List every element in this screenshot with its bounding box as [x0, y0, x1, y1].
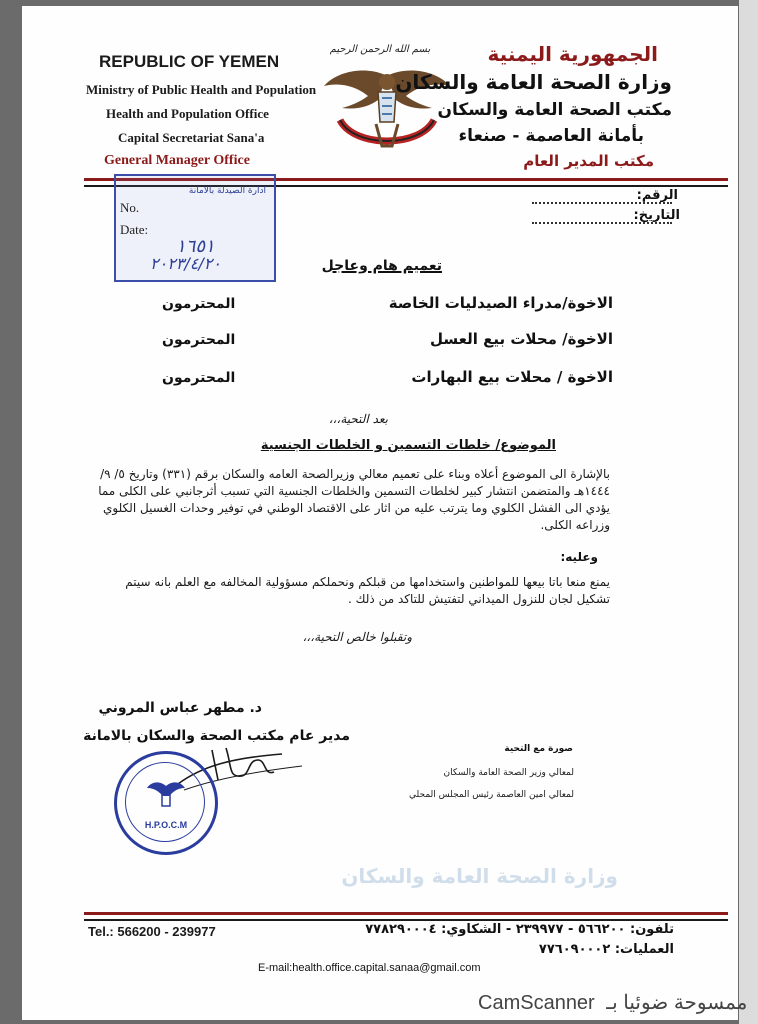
incoming-stamp	[114, 174, 276, 282]
seal-eagle-icon	[147, 780, 185, 810]
stamp-date: ٢٠٢٣/٤/٢٠	[150, 254, 221, 273]
header-secretariat-ar: بأمانة العاصمة - صنعاء	[458, 126, 644, 146]
letter-page	[22, 6, 748, 1020]
subject-line: الموضوع/ خلطات التسمين و الخلطات الجنسية	[260, 438, 556, 453]
header-office-en: Health and Population Office	[106, 106, 269, 121]
footer-divider-red	[84, 912, 728, 915]
camscanner-watermark	[478, 990, 747, 1015]
seal-text: H.P.O.C.M	[144, 820, 188, 830]
stamp-number: ١٦٥١	[176, 236, 215, 257]
footer-tel-en: Tel.: 566200 - 239977	[88, 924, 216, 939]
camscanner-watermark-en: CamScanner	[478, 992, 595, 1014]
paragraph-body-1: بالإشارة الى الموضوع أعلاه وبناء على تعميم معالي وزيرالصحة العامه والسكان برقم (٣٣١) وتاريخ ٥/ ٩/ ١٤٤٤هـ والمتضمن انتشار كبير لخلطات التسمين والخلطات الجنسية التي تسبب أثرجانبي على الكلى مما يؤدي الى الفشل الكلوي وما يترتب عليه من اثار على الاقتصاد الوطني في توفير وحدات الغسيل الكلوي وزراعه الكلى.	[98, 467, 610, 532]
stamp-date-label: Date:	[120, 222, 149, 237]
header-ministry-en: Ministry of Public Health and Population	[86, 82, 317, 97]
paragraph-body-2: يمنع منعا باتا بيعها للمواطنين واستخدامها من قبلكم ونحملكم مسؤولية المخالفه مع العلم بانه سيتم تشكيل لجان للنزول الميداني لتفتيش للتاكد من ذلك .	[125, 575, 610, 606]
honorific-pharmacies: المحترمون	[162, 296, 236, 312]
ref-date-label: التاريخ:	[633, 208, 680, 223]
header-country-en: REPUBLIC OF YEMEN	[99, 52, 280, 71]
header-country-ar: الجمهورية اليمنية	[487, 42, 658, 66]
addressee-honey-shops: الاخوة/ محلات بيع العسل	[430, 330, 613, 348]
honorific-honey-shops: المحترمون	[162, 332, 236, 348]
header-gm-office-ar: مكتب المدير العام	[523, 152, 654, 170]
addressee-spice-shops: الاخوة / محلات بيع البهارات	[411, 368, 613, 386]
greeting: بعد التحية،،،	[328, 412, 388, 426]
signatory-title: مدير عام مكتب الصحة والسكان بالامانة	[83, 728, 350, 744]
cc-minister: لمعالي وزير الصحة العامة والسكان	[443, 768, 574, 778]
header-ministry-ar: وزارة الصحة العامة والسكان	[395, 70, 672, 94]
basmala-text: بسم الله الرحمن الرحيم	[329, 44, 431, 55]
footer-divider-dark	[84, 919, 728, 921]
scanner-background-strip	[739, 0, 758, 1024]
addressee-pharmacies: الاخوة/مدراء الصيدليات الخاصة	[388, 294, 613, 312]
stamp-header-text: ادارة الصيدلة بالامانة	[188, 186, 266, 196]
camscanner-watermark-ar: ممسوحة ضوئيا بـ	[606, 992, 748, 1014]
header-office-ar: مكتب الصحة العامة والسكان	[437, 100, 672, 120]
signatory-name: د. مطهر عباس المروني	[98, 700, 262, 716]
footer-logo-watermark: وزارة الصحة العامة والسكان	[341, 864, 618, 888]
honorific-spice-shops: المحترمون	[162, 370, 236, 386]
ref-number-line[interactable]	[532, 202, 672, 204]
header-secretariat-en: Capital Secretariat Sana'a	[118, 130, 265, 145]
cc-heading: صورة مع التحية	[504, 744, 573, 754]
official-seal	[114, 751, 218, 855]
memo-title: تعميم هام وعاجل	[321, 258, 442, 274]
closing-greeting: وتقبلوا خالص التحية،،،	[302, 630, 412, 644]
footer-operations-ar: العمليات: ٧٧٦٠٩٠٠٠٢	[538, 942, 674, 957]
footer-tel-ar: تلفون: ٥٦٦٢٠٠ - ٢٣٩٩٧٧ - الشكاوي: ٧٧٨٢٩٠٠٠٤	[365, 922, 674, 937]
stamp-no-label: No.	[120, 200, 140, 215]
footer-email[interactable]: E-mail:health.office.capital.sanaa@gmail.com	[258, 962, 481, 974]
wa-alayh: وعليه:	[560, 550, 598, 564]
cc-mayor: لمعالي امين العاصمة رئيس المجلس المحلي	[409, 790, 574, 800]
ref-date-line[interactable]	[532, 222, 672, 224]
ref-number-label: الرقم:	[636, 188, 678, 203]
header-gm-office-en: General Manager Office	[104, 153, 250, 168]
